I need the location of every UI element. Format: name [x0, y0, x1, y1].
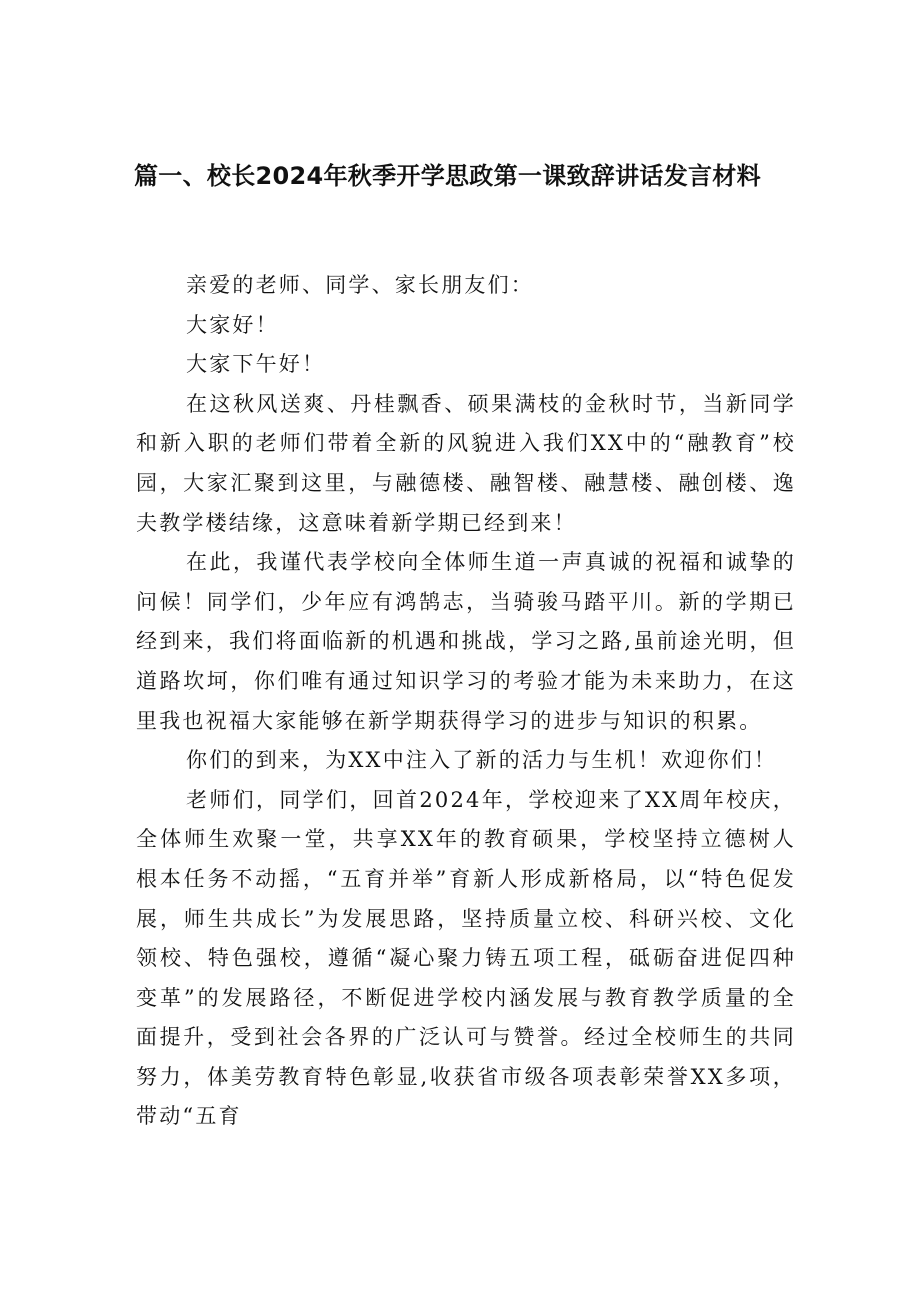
- body-paragraph: 在此，我谨代表学校向全体师生道一声真诚的祝福和诚挚的问候！同学们，少年应有鸿鹄志，当骑骏马踏平川。新的学期已经到来，我们将面临新的机遇和挑战，学习之路,虽前途光明，但道路坎坷，你们唯有通过知识学习的考验才能为未来助力，在这里我也祝福大家能够在新学期获得学习的进步与知识的积累。: [136, 550, 796, 733]
- greeting-paragraph: 大家好！: [186, 312, 279, 337]
- greeting-afternoon-paragraph: 大家下午好！: [186, 352, 326, 377]
- document-body: [136, 266, 796, 1137]
- body-paragraph: 老师们，同学们，回首2024年，学校迎来了XX周年校庆，全体师生欢聚一堂，共享XX年的教育硕果，学校坚持立德树人根本任务不动摇，“五育并举”育新人形成新格局，以“特色促发展，师生共成长”为发展思路，坚持质量立校、科研兴校、文化领校、特色强校，遵循“凝心聚力铸五项工程，砥砺奋进促四种变革”的发展路径，不断促进学校内涵发展与教育教学质量的全面提升，受到社会各界的广泛认可与赞誉。经过全校师生的共同努力，体美劳教育特色彰显,收获省市级各项表彰荣誉XX多项，带动“五育: [136, 787, 796, 1129]
- document-title: 篇一、校长2024年秋季开学思政第一课致辞讲话发言材料: [134, 162, 761, 190]
- body-paragraph: 在这秋风送爽、丹桂飘香、硕果满枝的金秋时节，当新同学和新入职的老师们带着全新的风貌进入我们XX中的“融教育”校园，大家汇聚到这里，与融德楼、融智楼、融慧楼、融创楼、逸夫教学楼结缘，这意味着新学期已经到来！: [136, 391, 796, 535]
- salutation-paragraph: 亲爱的老师、同学、家长朋友们：: [186, 273, 534, 297]
- body-paragraph: 你们的到来，为XX中注入了新的活力与生机！欢迎你们！: [186, 748, 778, 773]
